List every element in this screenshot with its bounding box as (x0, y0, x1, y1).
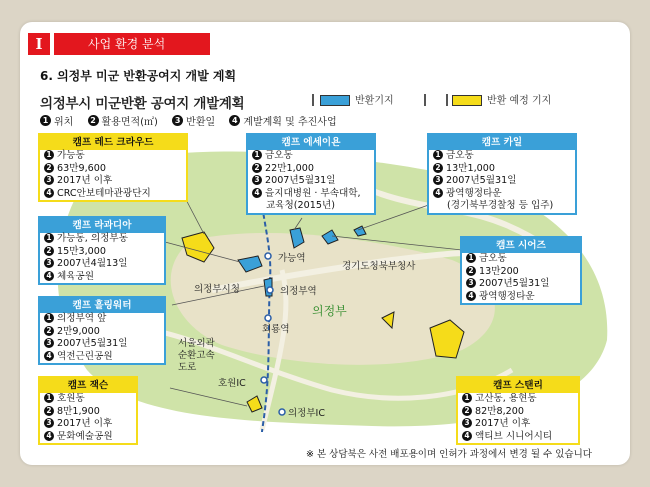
camp-red-cloud-card: 캠프 레드 크라우드 1 가능동 2 63만9,600 3 2017년 이후 4 CRC안보테마관광단지 (38, 133, 188, 202)
map-label-uijeongbu: 의정부 (312, 304, 347, 318)
camp-location: 고산동, 용현동 (475, 393, 537, 404)
key-number: 4 (229, 115, 240, 126)
camp-plan: 광역행정타운 (479, 290, 535, 302)
camp-return-date: 2017년 이후 (57, 175, 113, 186)
section-title: 사업 환경 분석 (54, 33, 210, 55)
legend-planned (452, 95, 551, 107)
map-label-gyeonggi-north: 경기도청북부청사 (342, 261, 416, 272)
number-key (40, 113, 348, 128)
legend-returned (320, 95, 394, 107)
map-title: 의정부시 미군반환 공여지 개발계획 (40, 96, 245, 112)
uijeongbu-ic-marker (279, 409, 285, 415)
camp-return-date: 2017년 이후 (57, 418, 113, 429)
camp-plan: 체육공원 (57, 270, 95, 282)
camp-plan-detail: (경기북부경찰청 등 입주) (447, 200, 554, 211)
map-label-sunhwan: 순환고속 (178, 350, 215, 361)
camp-name: 캠프 카일 (429, 135, 575, 150)
map-label-uijeongbu-station: 의정부역 (280, 286, 317, 297)
camp-name: 캠프 잭슨 (40, 378, 136, 393)
camp-location: 가능동 (57, 150, 85, 161)
key-number: 2 (88, 115, 99, 126)
camp-sears-card: 캠프 시어즈 1 금오동 2 13만200 3 2007년5월31일 4 광역행정타운 (460, 236, 582, 305)
map-label-city-hall: 의정부시청 (194, 284, 240, 295)
camp-kyle-card: 캠프 카일 1 금오동 2 13만1,000 3 2007년5월31일 4 광역행정타운 (경기북부경찰청 등 입주) (427, 133, 577, 215)
camp-location: 금오동 (446, 150, 474, 161)
camp-essayons-card: 캠프 에세이욘 1 금오동 2 22만1,000 3 2007년5월31일 4 을지대병원 · 부속대학, 교육청(2015년) (246, 133, 376, 215)
key-number: 1 (40, 115, 51, 126)
camp-location: 호원동 (57, 393, 85, 404)
camp-falling-water-card: 캠프 흘링워터 1 의정부역 앞 2 2만9,000 3 2007년5월31일 4 역전근린공원 (38, 296, 166, 365)
key-label: 위치 (54, 117, 74, 128)
disclaimer-footnote: ※ 본 상담북은 사전 배포용이며 인허가 과정에서 변경 될 수 있습니다 (306, 449, 592, 460)
camp-laguardia-card: 캠프 라과디아 1 가능동, 의정부동 2 15만3,000 3 2007년4월13일 4 체육공원 (38, 216, 166, 285)
section-number: I (28, 33, 50, 55)
camp-area: 15만3,000 (57, 245, 106, 257)
camp-return-date: 2007년5월31일 (479, 278, 550, 289)
camp-area: 8만1,900 (57, 405, 100, 417)
camp-return-date: 2007년5월31일 (57, 338, 128, 349)
camp-return-date: 2007년5월31일 (446, 175, 517, 186)
camp-area: 13만200 (479, 265, 519, 277)
camp-area: 63만9,600 (57, 162, 106, 174)
key-label: 계발계획 및 추진사업 (243, 117, 337, 128)
camp-name: 캠프 레드 크라우드 (40, 135, 186, 150)
map-label-uijeongbu-ic: 의정부IC (288, 408, 325, 419)
camp-plan: 역전근린공원 (57, 350, 113, 362)
camp-name: 캠프 라과디아 (40, 218, 164, 233)
key-label: 반환일 (186, 117, 216, 128)
camp-plan: CRC안보테마관광단지 (57, 187, 151, 199)
camp-area: 2만9,000 (57, 325, 100, 337)
map-label-seoul-outer-ring: 서울외곽 (178, 338, 215, 349)
map-label-hoeryong-station: 회룡역 (262, 324, 290, 335)
camp-location: 금오동 (265, 150, 293, 161)
camp-plan: 문화예술공원 (57, 430, 113, 442)
camp-name: 캠프 스탠리 (458, 378, 578, 393)
camp-area: 82만8,200 (475, 405, 524, 417)
returned-swatch (320, 95, 350, 106)
camp-plan: 광역행정타운 (446, 187, 502, 199)
camp-plan-detail: 교육청(2015년) (266, 200, 335, 211)
camp-name: 캠프 에세이욘 (248, 135, 374, 150)
legend-divider (312, 94, 314, 106)
camp-stanley-card: 캠프 스탠리 1 고산동, 용현동 2 82만8,200 3 2017년 이후 4 액티브 시니어시티 (456, 376, 580, 445)
key-number: 3 (172, 115, 183, 126)
camp-jackson-card: 캠프 잭슨 1 호원동 2 8만1,900 3 2017년 이후 4 문화예술공원 (38, 376, 138, 445)
page-subtitle: 6. 의정부 미군 반환공여지 개발 계획 (40, 69, 237, 83)
legend-divider (446, 94, 448, 106)
legend-returned-label: 반환기지 (355, 95, 394, 107)
legend-planned-label: 반환 예정 기지 (487, 95, 552, 107)
planned-swatch (452, 95, 482, 106)
ganeung-station-marker (265, 253, 271, 259)
howon-ic-marker (261, 377, 267, 383)
camp-area: 22만1,000 (265, 162, 314, 174)
key-label: 활용면적(㎡) (101, 117, 158, 128)
camp-location: 의정부역 앞 (57, 313, 107, 324)
camp-location: 가능동, 의정부동 (57, 233, 128, 244)
camp-return-date: 2017년 이후 (475, 418, 531, 429)
legend-divider (424, 94, 426, 106)
map-label-howon-ic: 호원IC (218, 378, 246, 389)
camp-plan: 액티브 시니어시티 (475, 430, 553, 442)
camp-name: 캠프 시어즈 (462, 238, 580, 253)
map-label-ganeung-station: 가능역 (278, 253, 306, 264)
camp-area: 13만1,000 (446, 162, 495, 174)
uijeongbu-station-marker (267, 287, 273, 293)
camp-location: 금오동 (479, 253, 507, 264)
camp-return-date: 2007년4월13일 (57, 258, 128, 269)
map-label-road: 도로 (178, 362, 197, 373)
camp-plan: 을지대병원 · 부속대학, (265, 187, 361, 199)
camp-return-date: 2007년5월31일 (265, 175, 336, 186)
camp-name: 캠프 흘링워터 (40, 298, 164, 313)
